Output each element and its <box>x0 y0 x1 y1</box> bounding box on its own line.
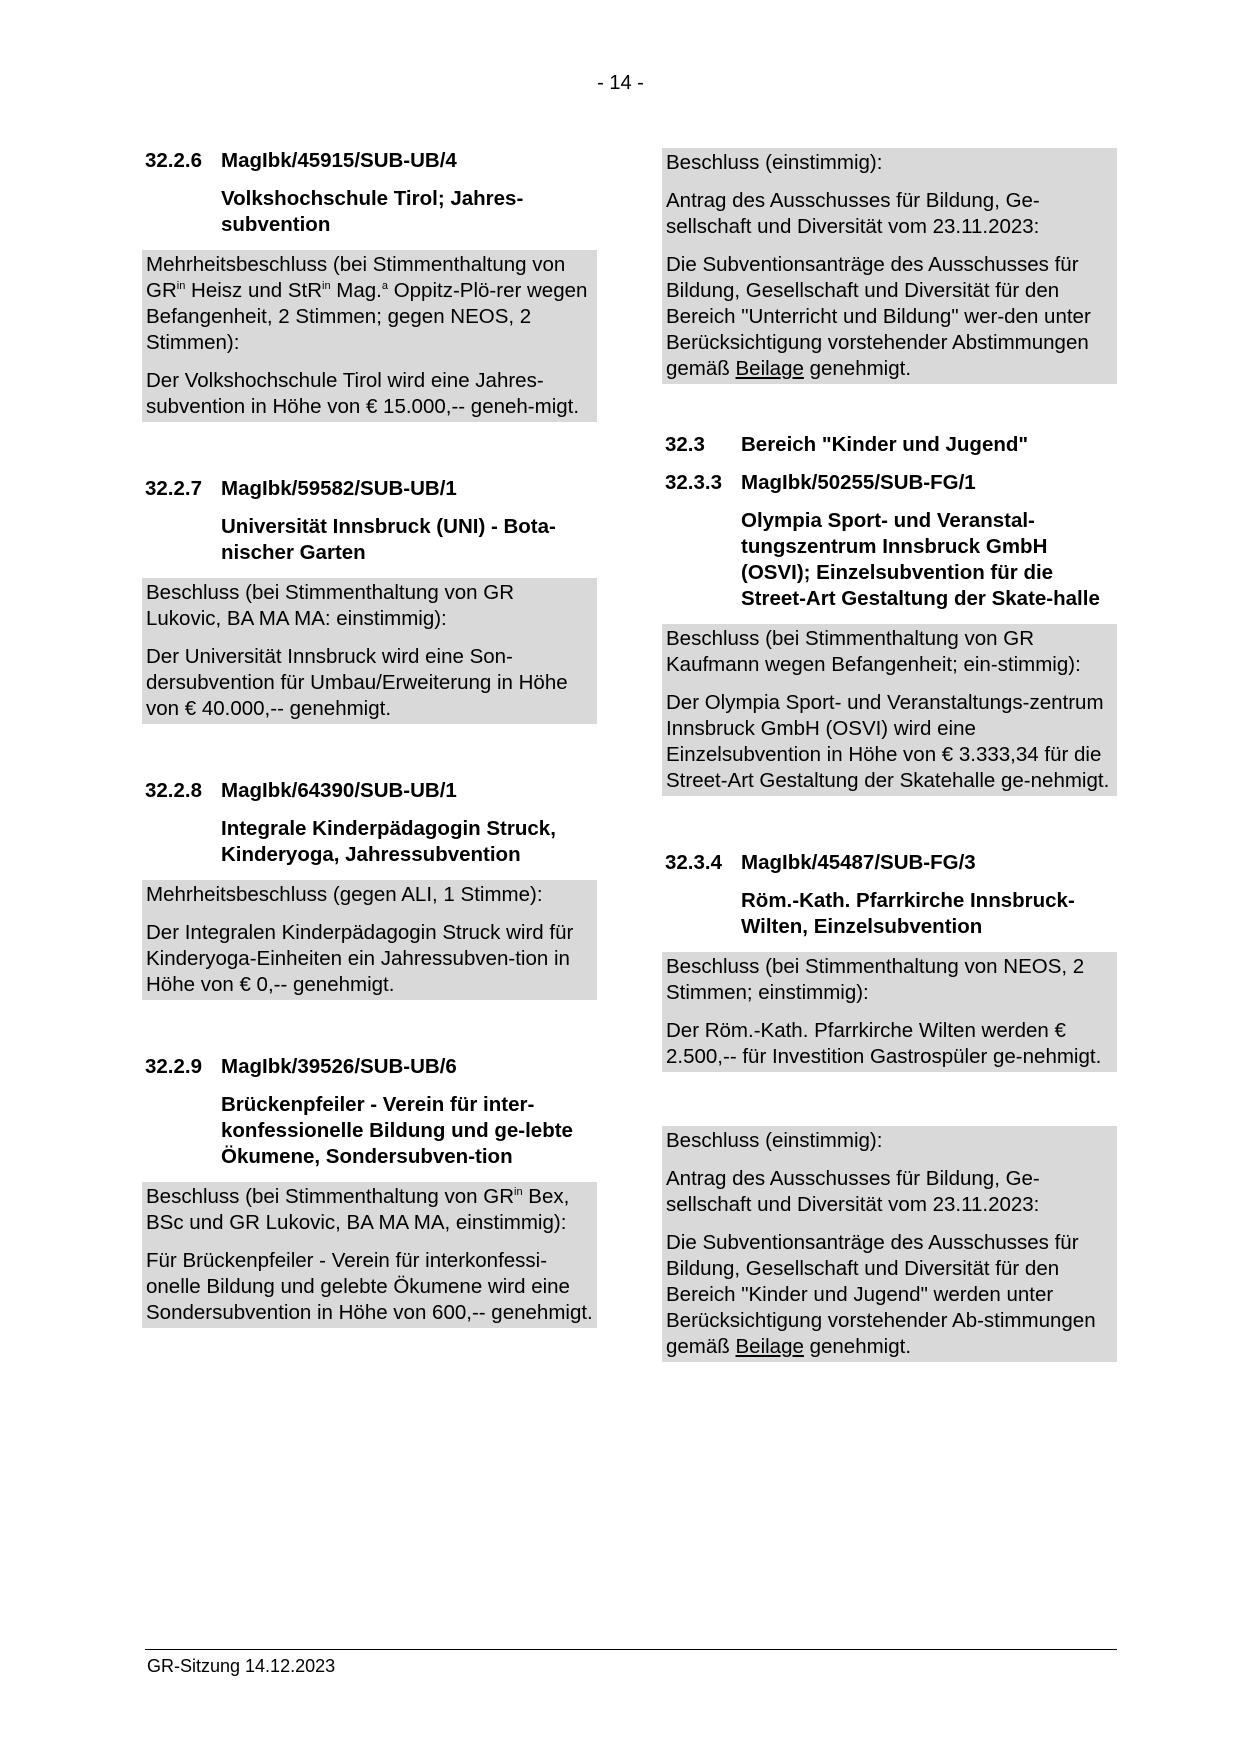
attachment-link[interactable]: Beilage <box>735 357 804 380</box>
item-subject: Röm.-Kath. Pfarrkirche Innsbruck-Wilten, Einzelsubvention <box>741 889 1075 938</box>
item-heading-32-3-4 <box>665 850 1117 876</box>
vote-statement: Mehrheitsbeschluss (bei Stimmenthaltung von $GR^{in}$ Heisz und StR$^{in}$ Mag.$^a$ Oppitz-Plö-rer wegen Befangenheit, 2 Stimmen; gegen NEOS, 2 Stimmen): <box>146 253 588 354</box>
vote-statement: Beschluss (bei Stimmenthaltung von NEOS, 2 Stimmen; einstimmig): <box>666 955 1085 1004</box>
item-heading-32-3-3 <box>665 470 1117 496</box>
item-number: 32.2.9 <box>145 1055 202 1078</box>
vote-statement: Beschluss (bei Stimmenthaltung von GR Lukovic, BA MA MA: einstimmig): <box>146 581 515 630</box>
item-subject: Olympia Sport- und Veranstal-tungszentrum Innsbruck GmbH (OSVI); Einzelsubvention für die Street-Art Gestaltung der Skate-halle <box>741 509 1100 610</box>
section-heading-32-3 <box>665 432 1117 458</box>
resolution-box <box>662 952 1117 1072</box>
right-column <box>665 148 1117 1362</box>
resolution-box <box>142 250 597 422</box>
item-number: 32.2.6 <box>145 149 202 172</box>
item-number: 32.2.7 <box>145 477 202 500</box>
resolution-box <box>662 148 1117 384</box>
resolution-text: Die Subventionsanträge des Ausschusses für Bildung, Gesellschaft und Diversität für den Bereich "Unterricht und Bildung" wer-den unter Berücksichtigung vorstehender Abstimmungen gemäß Beilage genehmigt. <box>666 253 1091 380</box>
section-title: Bereich "Kinder und Jugend" <box>741 433 1029 456</box>
committee-motion: Antrag des Ausschusses für Bildung, Ge-sellschaft und Diversität vom 23.11.2023: <box>666 189 1040 238</box>
section-number: 32.3 <box>665 433 705 456</box>
item-heading-32-2-9 <box>145 1054 597 1080</box>
page-number: - 14 - <box>597 72 644 94</box>
vote-statement: Beschluss (einstimmig): <box>666 151 883 174</box>
item-number: 32.3.4 <box>665 851 722 874</box>
item-heading-32-2-6 <box>145 148 597 174</box>
item-reference: MagIbk/45487/SUB-FG/3 <box>741 851 976 874</box>
vote-statement: Mehrheitsbeschluss (gegen ALI, 1 Stimme): <box>146 883 543 906</box>
item-subject: Universität Innsbruck (UNI) - Bota-nischer Garten <box>221 515 556 564</box>
resolution-text: Der Olympia Sport- und Veranstaltungs-zentrum Innsbruck GmbH (OSVI) wird eine Einzelsubvention in Höhe von € 3.333,34 für die Street-Art Gestaltung der Skatehalle ge-nehmigt. <box>666 691 1110 792</box>
item-subject: Volkshochschule Tirol; Jahres-subvention <box>221 187 524 236</box>
resolution-box <box>142 578 597 724</box>
item-reference: MagIbk/50255/SUB-FG/1 <box>741 471 976 494</box>
item-subject: Brückenpfeiler - Verein für inter-konfessionelle Bildung und ge-lebte Ökumene, Sondersubven-tion <box>221 1093 573 1168</box>
resolution-box <box>142 880 597 1000</box>
item-reference: MagIbk/64390/SUB-UB/1 <box>221 779 457 802</box>
item-reference: MagIbk/39526/SUB-UB/6 <box>221 1055 457 1078</box>
footer-text: GR-Sitzung 14.12.2023 <box>147 1656 336 1676</box>
resolution-text: Der Universität Innsbruck wird eine Son-dersubvention für Umbau/Erweiterung in Höhe von € 40.000,-- genehmigt. <box>146 645 568 720</box>
vote-statement: Beschluss (bei Stimmenthaltung von $GR^{in}$ Bex, BSc und GR Lukovic, BA MA MA, einstimmig): <box>146 1185 570 1234</box>
resolution-text: Der Integralen Kinderpädagogin Struck wird für Kinderyoga-Einheiten ein Jahressubven-tion in Höhe von € 0,-- genehmigt. <box>146 921 574 996</box>
resolution-box <box>662 1126 1117 1362</box>
resolution-text: Für Brückenpfeiler - Verein für interkonfessi-onelle Bildung und gelebte Ökumene wird eine Sondersubvention in Höhe von 600,-- genehmigt. <box>146 1249 593 1324</box>
resolution-text: Der Volkshochschule Tirol wird eine Jahres-subvention in Höhe von € 15.000,-- geneh-migt. <box>146 369 580 418</box>
resolution-text: Die Subventionsanträge des Ausschusses für Bildung, Gesellschaft und Diversität für den Bereich "Kinder und Jugend" werden unter Berücksichtigung vorstehender Ab-stimmungen gemäß Beilage genehmigt. <box>666 1231 1096 1358</box>
item-number: 32.2.8 <box>145 779 202 802</box>
vote-statement: Beschluss (einstimmig): <box>666 1129 883 1152</box>
resolution-box <box>662 624 1117 796</box>
vote-statement: Beschluss (bei Stimmenthaltung von GR Kaufmann wegen Befangenheit; ein-stimmig): <box>666 627 1081 676</box>
item-subject: Integrale Kinderpädagogin Struck, Kinderyoga, Jahressubvention <box>221 817 556 866</box>
attachment-link[interactable]: Beilage <box>735 1335 804 1358</box>
item-number: 32.3.3 <box>665 471 722 494</box>
left-column <box>145 148 597 1328</box>
footer-divider <box>145 1649 1117 1650</box>
item-heading-32-2-7 <box>145 476 597 502</box>
item-reference: MagIbk/59582/SUB-UB/1 <box>221 477 457 500</box>
committee-motion: Antrag des Ausschusses für Bildung, Ge-sellschaft und Diversität vom 23.11.2023: <box>666 1167 1040 1216</box>
item-heading-32-2-8 <box>145 778 597 804</box>
resolution-text: Der Röm.-Kath. Pfarrkirche Wilten werden € 2.500,-- für Investition Gastrospüler ge-nehmigt. <box>666 1019 1102 1068</box>
resolution-box <box>142 1182 597 1328</box>
item-reference: MagIbk/45915/SUB-UB/4 <box>221 149 457 172</box>
